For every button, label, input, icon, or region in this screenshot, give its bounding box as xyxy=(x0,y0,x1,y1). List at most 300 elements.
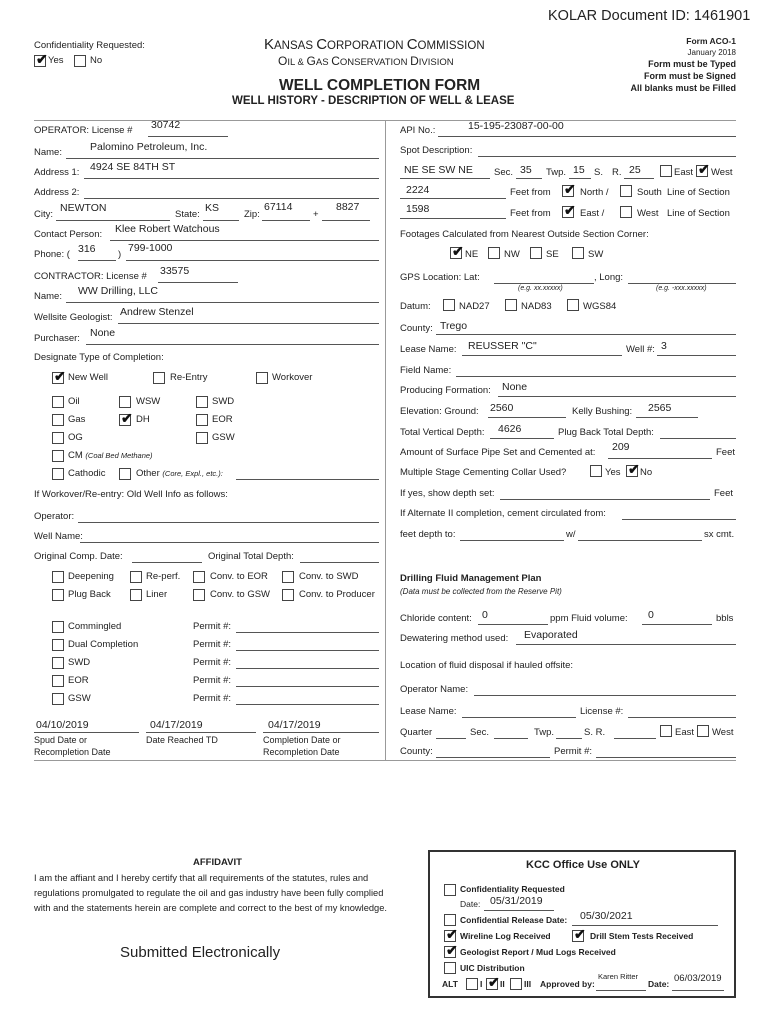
workover-label: Workover xyxy=(272,372,313,383)
kcc-release-checkbox[interactable] xyxy=(444,914,456,926)
county-field[interactable] xyxy=(436,334,736,335)
dfm-title: Drilling Fluid Management Plan xyxy=(400,573,542,584)
dn-2: IL & xyxy=(287,57,307,68)
check-mark-icon: ✔ xyxy=(446,926,458,942)
contractor-license-field[interactable] xyxy=(158,282,238,283)
lease2-field[interactable] xyxy=(462,717,576,718)
deepening-label: Deepening xyxy=(68,571,114,582)
cn-6: OMMISSION xyxy=(417,40,485,52)
pbtd-field[interactable] xyxy=(660,438,736,439)
operator-license-value: 30742 xyxy=(151,119,181,131)
check-mark-icon: ✔ xyxy=(564,181,576,197)
cm-checkbox[interactable] xyxy=(52,450,64,462)
kcc-alt3-checkbox[interactable] xyxy=(510,978,522,990)
se-checkbox[interactable] xyxy=(530,247,542,259)
county-value: Trego xyxy=(440,320,468,332)
bottom-divider xyxy=(34,760,736,761)
phone-area-field[interactable] xyxy=(78,260,116,261)
north-checkbox[interactable] xyxy=(562,181,576,197)
depth-set-field[interactable] xyxy=(500,499,710,500)
field-name-field[interactable] xyxy=(456,376,736,377)
west-label: West xyxy=(711,167,733,178)
west-checkbox[interactable] xyxy=(696,161,710,177)
well-number-field[interactable] xyxy=(657,355,736,356)
dh-checkbox[interactable] xyxy=(119,410,133,426)
orig-total-field[interactable] xyxy=(300,562,379,563)
purchaser-value: None xyxy=(90,327,116,339)
dfm-note: (Data must be collected from the Reserve Pit) xyxy=(400,587,562,596)
dn-8: IVISION xyxy=(418,57,454,68)
dn-6: ONSERVATION xyxy=(339,57,411,68)
msc-yes-label: Yes xyxy=(605,467,621,478)
phone-label: Phone: ( xyxy=(34,249,70,260)
kcc-approved-date: 06/03/2019 xyxy=(674,973,722,984)
geologist-label: Wellsite Geologist: xyxy=(34,312,113,323)
spud-date-value: 04/10/2019 xyxy=(36,719,89,731)
new-well-checkbox[interactable] xyxy=(52,368,66,384)
contractor-name-label: Name: xyxy=(34,291,62,302)
operator-license-field[interactable] xyxy=(148,136,228,137)
bbls-label: bbls xyxy=(716,613,734,624)
sec2-label: Sec. xyxy=(470,727,490,738)
state-field[interactable] xyxy=(203,220,239,221)
zip-label: Zip: xyxy=(244,209,260,220)
dewater-label: Dewatering method used: xyxy=(400,633,509,644)
contractor-license-label: CONTRACTOR: License # xyxy=(34,271,147,282)
wgs84-checkbox[interactable] xyxy=(567,299,579,311)
kcc-dst-label: Drill Stem Tests Received xyxy=(590,931,694,941)
datum-label: Datum: xyxy=(400,301,431,312)
orig-comp-field[interactable] xyxy=(132,562,202,563)
contractor-license-value: 33575 xyxy=(160,265,190,277)
plugback-checkbox[interactable] xyxy=(52,589,64,601)
workover-info-label: If Workover/Re-entry: Old Well Info as follows: xyxy=(34,489,228,500)
kcc-wireline-checkbox[interactable] xyxy=(444,926,458,942)
kcc-uic-label: UIC Distribution xyxy=(460,963,525,973)
opname-label: Operator Name: xyxy=(400,684,469,695)
surface-pipe-field[interactable] xyxy=(608,458,712,459)
east2-checkbox[interactable] xyxy=(562,202,576,218)
sec-field[interactable] xyxy=(516,178,542,179)
operator-name-label: Name: xyxy=(34,147,62,158)
lease-name-label: Lease Name: xyxy=(400,344,457,355)
ft1-label: Feet from xyxy=(510,187,551,198)
check-mark-icon: ✔ xyxy=(628,461,640,477)
msc-label: Multiple Stage Cementing Collar Used? xyxy=(400,467,567,478)
zip4-value: 8827 xyxy=(336,201,360,213)
conv-eor-label: Conv. to EOR xyxy=(210,571,268,582)
wellname-field[interactable] xyxy=(80,542,379,543)
nad83-label: NAD83 xyxy=(521,301,552,312)
city-label: City: xyxy=(34,209,53,220)
gsw-label: GSW xyxy=(212,432,235,443)
phone-field[interactable] xyxy=(126,260,379,261)
feet-depth-label: feet depth to: xyxy=(400,529,456,540)
spud-label-2: Recompletion Date xyxy=(34,747,111,757)
ne-checkbox[interactable] xyxy=(450,243,464,259)
kcc-uic-checkbox[interactable] xyxy=(444,962,456,974)
west2-checkbox[interactable] xyxy=(620,206,632,218)
liner-checkbox[interactable] xyxy=(130,589,142,601)
cm-text: CM xyxy=(68,450,83,461)
depth-set-feet: Feet xyxy=(714,488,734,499)
dual-label: Dual Completion xyxy=(68,639,139,650)
plugback-label: Plug Back xyxy=(68,589,111,600)
check-mark-icon: ✔ xyxy=(121,410,133,426)
cathodic-label: Cathodic xyxy=(68,468,106,479)
orig-comp-label: Original Comp. Date: xyxy=(34,551,123,562)
td-label: Date Reached TD xyxy=(146,735,218,745)
license2-label: License #: xyxy=(580,706,624,717)
oil-checkbox[interactable] xyxy=(52,396,64,408)
operator2-field[interactable] xyxy=(78,522,379,523)
east-label: East xyxy=(674,167,694,178)
twp2-field[interactable] xyxy=(556,738,582,739)
producing-formation-label: Producing Formation: xyxy=(400,385,491,396)
permit-field-1[interactable] xyxy=(236,632,379,633)
eor-checkbox[interactable] xyxy=(196,414,208,426)
workover-checkbox[interactable] xyxy=(256,372,268,384)
cn-5: C xyxy=(406,36,418,53)
comp-label-1: Completion Date or xyxy=(263,735,341,745)
license2-field[interactable] xyxy=(628,717,736,718)
kcc-approved-label: Approved by: xyxy=(540,979,595,989)
affidavit-title: AFFIDAVIT xyxy=(193,857,242,868)
conv-producer-label: Conv. to Producer xyxy=(299,589,375,600)
quarter2-label: Quarter xyxy=(400,727,433,738)
permit-field-2[interactable] xyxy=(236,650,379,651)
operator2-label: Operator: xyxy=(34,511,75,522)
reentry-checkbox[interactable] xyxy=(153,372,165,384)
spot-field[interactable] xyxy=(478,156,736,157)
dh-label: DH xyxy=(136,414,150,425)
other-note: (Core, Expl., etc.): xyxy=(162,469,223,478)
check-mark-icon: ✔ xyxy=(452,243,464,259)
gsw2-label: GSW xyxy=(68,693,91,704)
tvd-label: Total Vertical Depth: xyxy=(400,427,485,438)
fluid-value: 0 xyxy=(648,609,654,621)
kcc-release-date: 05/30/2021 xyxy=(580,910,633,922)
zip-value: 67114 xyxy=(264,201,293,213)
phone-close: ) xyxy=(118,249,122,260)
check-mark-icon: ✔ xyxy=(574,926,586,942)
r2-field[interactable] xyxy=(614,738,656,739)
geologist-value: Andrew Stenzel xyxy=(120,306,194,318)
kcc-alt2-checkbox[interactable] xyxy=(486,974,500,990)
surface-pipe-value: 209 xyxy=(612,441,630,453)
conv-eor-checkbox[interactable] xyxy=(193,571,205,583)
gsw2-checkbox[interactable] xyxy=(52,693,64,705)
gps-lat-label: GPS Location: Lat: xyxy=(400,272,480,283)
chloride-field[interactable] xyxy=(478,624,548,625)
swd-checkbox[interactable] xyxy=(196,396,208,408)
tvd-field[interactable] xyxy=(490,438,554,439)
comp-date-value: 04/17/2019 xyxy=(268,719,321,731)
eor2-label: EOR xyxy=(68,675,89,686)
permit-label-1: Permit #: xyxy=(193,621,232,632)
cm-label xyxy=(68,451,153,462)
nad27-label: NAD27 xyxy=(459,301,490,312)
purchaser-field[interactable] xyxy=(86,344,379,345)
kcc-date-label: Date: xyxy=(460,899,481,909)
depth-set-label: If yes, show depth set: xyxy=(400,488,495,499)
ne-label: NE xyxy=(465,249,479,260)
contact-label: Contact Person: xyxy=(34,229,103,240)
footages-label: Footages Calculated from Nearest Outside Section Corner: xyxy=(400,229,649,240)
pbtd-label: Plug Back Total Depth: xyxy=(558,427,654,438)
conv-producer-checkbox[interactable] xyxy=(282,589,294,601)
permit2-field[interactable] xyxy=(596,757,736,758)
twp-field[interactable] xyxy=(569,178,591,179)
reperf-label: Re-perf. xyxy=(146,571,181,582)
zip-plus: + xyxy=(313,209,319,220)
sec-value: 35 xyxy=(520,164,532,176)
oil-label: Oil xyxy=(68,396,80,407)
comp-date-field[interactable] xyxy=(263,732,379,733)
og-checkbox[interactable] xyxy=(52,432,64,444)
w-label: w/ xyxy=(566,529,576,540)
cathodic-checkbox[interactable] xyxy=(52,468,64,480)
sx-field[interactable] xyxy=(578,540,702,541)
other-checkbox[interactable] xyxy=(119,468,131,480)
dual-checkbox[interactable] xyxy=(52,639,64,651)
kcc-release-field[interactable] xyxy=(572,925,718,926)
designate-label: Designate Type of Completion: xyxy=(34,352,164,363)
kcc-dst-checkbox[interactable] xyxy=(572,926,586,942)
other-text: Other xyxy=(136,468,160,479)
phone-value: 799-1000 xyxy=(128,242,173,254)
kcc-conf-checkbox[interactable] xyxy=(444,884,456,896)
twp-value: 15 xyxy=(573,164,585,176)
api-field[interactable] xyxy=(438,136,736,137)
nad27-checkbox[interactable] xyxy=(443,299,455,311)
tvd-value: 4626 xyxy=(498,423,522,435)
td-date-field[interactable] xyxy=(146,732,256,733)
kcc-conf-date: 05/31/2019 xyxy=(490,895,543,907)
opname-field[interactable] xyxy=(474,695,736,696)
ft1-field[interactable] xyxy=(400,198,506,199)
td-date-value: 04/17/2019 xyxy=(150,719,203,731)
confidentiality-label: Confidentiality Requested: xyxy=(34,40,145,51)
swd2-label: SWD xyxy=(68,657,91,668)
orig-total-label: Original Total Depth: xyxy=(208,551,294,562)
kcc-alt3-label: III xyxy=(524,979,532,989)
conv-swd-checkbox[interactable] xyxy=(282,571,294,583)
check-mark-icon: ✔ xyxy=(564,202,576,218)
chloride-label: Chloride content: xyxy=(400,613,472,624)
line-section-2: Line of Section xyxy=(667,208,730,219)
kcc-date2-field[interactable] xyxy=(672,990,724,991)
operator-name-field[interactable] xyxy=(66,158,379,159)
surface-feet-label: Feet xyxy=(716,447,736,458)
alt2-field[interactable] xyxy=(622,519,736,520)
kcc-alt1-checkbox[interactable] xyxy=(466,978,478,990)
operator-license-label: OPERATOR: License # xyxy=(34,125,133,136)
ppm-fluid-label: ppm Fluid volume: xyxy=(550,613,628,624)
chloride-value: 0 xyxy=(482,609,488,621)
msc-no-label: No xyxy=(640,467,653,478)
sw-checkbox[interactable] xyxy=(572,247,584,259)
check-mark-icon: ✔ xyxy=(54,368,66,384)
sec-label: Sec. xyxy=(494,167,514,178)
county2-field[interactable] xyxy=(436,757,550,758)
comp-label-2: Recompletion Date xyxy=(263,747,340,757)
permit-field-3[interactable] xyxy=(236,668,379,669)
kb-field[interactable] xyxy=(636,417,698,418)
dn-3: G xyxy=(306,54,316,68)
nad83-checkbox[interactable] xyxy=(505,299,517,311)
kcc-approver-field[interactable] xyxy=(596,990,646,991)
cn-2: ANSAS xyxy=(274,40,317,52)
north-label: North / xyxy=(580,187,609,198)
city-field[interactable] xyxy=(56,220,170,221)
quarter2-field[interactable] xyxy=(436,738,466,739)
wsw-checkbox[interactable] xyxy=(119,396,131,408)
eor2-checkbox[interactable] xyxy=(52,675,64,687)
dn-1: O xyxy=(278,54,288,68)
address2-field[interactable] xyxy=(84,198,379,199)
commingled-checkbox[interactable] xyxy=(52,621,64,633)
reperf-checkbox[interactable] xyxy=(130,571,142,583)
column-divider xyxy=(385,120,386,760)
contractor-name-field[interactable] xyxy=(66,302,379,303)
producing-formation-field[interactable] xyxy=(498,396,736,397)
lat-example: (e.g. xx.xxxxx) xyxy=(518,285,563,292)
kcc-geo-checkbox[interactable] xyxy=(444,942,458,958)
check-mark-icon: ✔ xyxy=(446,942,458,958)
deepening-checkbox[interactable] xyxy=(52,571,64,583)
south-label: South xyxy=(637,187,662,198)
address1-field[interactable] xyxy=(84,178,379,179)
zip-field[interactable] xyxy=(262,220,310,221)
spud-label-1: Spud Date or xyxy=(34,735,88,745)
dn-7: D xyxy=(410,54,419,68)
dewater-field[interactable] xyxy=(516,644,736,645)
document-id: KOLAR Document ID: 1461901 xyxy=(548,8,751,24)
producing-formation-value: None xyxy=(502,381,528,393)
elevation-ground-label: Elevation: Ground: xyxy=(400,406,479,417)
conf-no-label: No xyxy=(90,55,103,66)
conv-gsw-checkbox[interactable] xyxy=(193,589,205,601)
permit-field-4[interactable] xyxy=(236,686,379,687)
permit-label-4: Permit #: xyxy=(193,675,232,686)
liner-label: Liner xyxy=(146,589,168,600)
kcc-alt2-label: II xyxy=(500,979,505,989)
kcc-release-label: Confidential Release Date: xyxy=(460,915,568,925)
lat-field[interactable] xyxy=(494,283,594,284)
msc-no-checkbox[interactable] xyxy=(626,461,640,477)
long-example: (e.g. -xxx.xxxxx) xyxy=(656,285,707,292)
gas-label: Gas xyxy=(68,414,86,425)
county2-label: County: xyxy=(400,746,433,757)
twp-label: Twp. xyxy=(546,167,567,178)
permit-field-5[interactable] xyxy=(236,704,379,705)
contact-field[interactable] xyxy=(110,240,379,241)
kcc-title: KCC Office Use ONLY xyxy=(526,859,640,871)
phone-area-value: 316 xyxy=(78,243,96,255)
field-name-label: Field Name: xyxy=(400,365,452,376)
kcc-conf-label: Confidentiality Requested xyxy=(460,884,565,894)
cm-note: (Coal Bed Methane) xyxy=(85,451,153,460)
ground-value: 2560 xyxy=(490,402,514,414)
api-label: API No.: xyxy=(400,125,436,136)
ft2-field[interactable] xyxy=(400,218,506,219)
kcc-wireline-label: Wireline Log Received xyxy=(460,931,551,941)
ground-field[interactable] xyxy=(488,417,566,418)
conf-yes-checkbox[interactable] xyxy=(34,51,48,67)
eor-label: EOR xyxy=(212,414,233,425)
permit-label-3: Permit #: xyxy=(193,657,232,668)
address1-label: Address 1: xyxy=(34,167,80,178)
south-checkbox[interactable] xyxy=(620,185,632,197)
note-filled: All blanks must be Filled xyxy=(630,83,736,93)
gsw-checkbox[interactable] xyxy=(196,432,208,444)
other-field[interactable] xyxy=(236,479,379,480)
sec2-field[interactable] xyxy=(494,738,528,739)
gas-checkbox[interactable] xyxy=(52,414,64,426)
msc-yes-checkbox[interactable] xyxy=(590,465,602,477)
long-label: , Long: xyxy=(594,272,624,283)
range-field[interactable] xyxy=(624,178,654,179)
commingled-label: Commingled xyxy=(68,621,122,632)
spud-date-field[interactable] xyxy=(34,732,139,733)
conf-yes-label: Yes xyxy=(48,55,64,66)
east-checkbox[interactable] xyxy=(660,165,672,177)
geologist-field[interactable] xyxy=(118,323,379,324)
kb-label: Kelly Bushing: xyxy=(572,406,633,417)
wgs84-label: WGS84 xyxy=(583,301,617,312)
west3-checkbox[interactable] xyxy=(697,725,709,737)
permit-label-5: Permit #: xyxy=(193,693,232,704)
note-typed: Form must be Typed xyxy=(648,59,736,69)
state-label: State: xyxy=(175,209,200,220)
west2-label: West xyxy=(637,208,659,219)
s-label: S. xyxy=(594,167,603,178)
nw-label: NW xyxy=(504,249,520,260)
permit-label-2: Permit #: xyxy=(193,639,232,650)
se-label: SE xyxy=(546,249,559,260)
kcc-date-field[interactable] xyxy=(484,910,554,911)
east2-label: East / xyxy=(580,208,605,219)
feet-depth-field[interactable] xyxy=(460,540,564,541)
west3-label: West xyxy=(712,727,734,738)
city-value: NEWTON xyxy=(60,202,107,214)
reentry-label: Re-Entry xyxy=(170,372,208,383)
swd2-checkbox[interactable] xyxy=(52,657,64,669)
dewater-value: Evaporated xyxy=(524,629,578,641)
nw-checkbox[interactable] xyxy=(488,247,500,259)
conf-no-checkbox[interactable] xyxy=(74,55,86,67)
check-mark-icon: ✔ xyxy=(698,161,710,177)
quarter-field[interactable] xyxy=(400,178,490,179)
zip4-field[interactable] xyxy=(322,220,370,221)
east3-checkbox[interactable] xyxy=(660,725,672,737)
quarter-value: NE SE SW NE xyxy=(404,164,473,176)
well-number-value: 3 xyxy=(661,340,667,352)
sw-label: SW xyxy=(588,249,604,260)
cn-1: K xyxy=(264,36,275,53)
note-signed: Form must be Signed xyxy=(643,71,736,81)
cn-3: C xyxy=(316,36,328,53)
new-well-label: New Well xyxy=(68,372,108,383)
lease-name-field[interactable] xyxy=(462,355,622,356)
wsw-label: WSW xyxy=(136,396,161,407)
fluid-field[interactable] xyxy=(642,624,712,625)
spot-label: Spot Description: xyxy=(400,145,473,156)
division-name xyxy=(278,55,454,69)
dn-4: AS xyxy=(315,57,332,68)
long-field[interactable] xyxy=(628,283,736,284)
